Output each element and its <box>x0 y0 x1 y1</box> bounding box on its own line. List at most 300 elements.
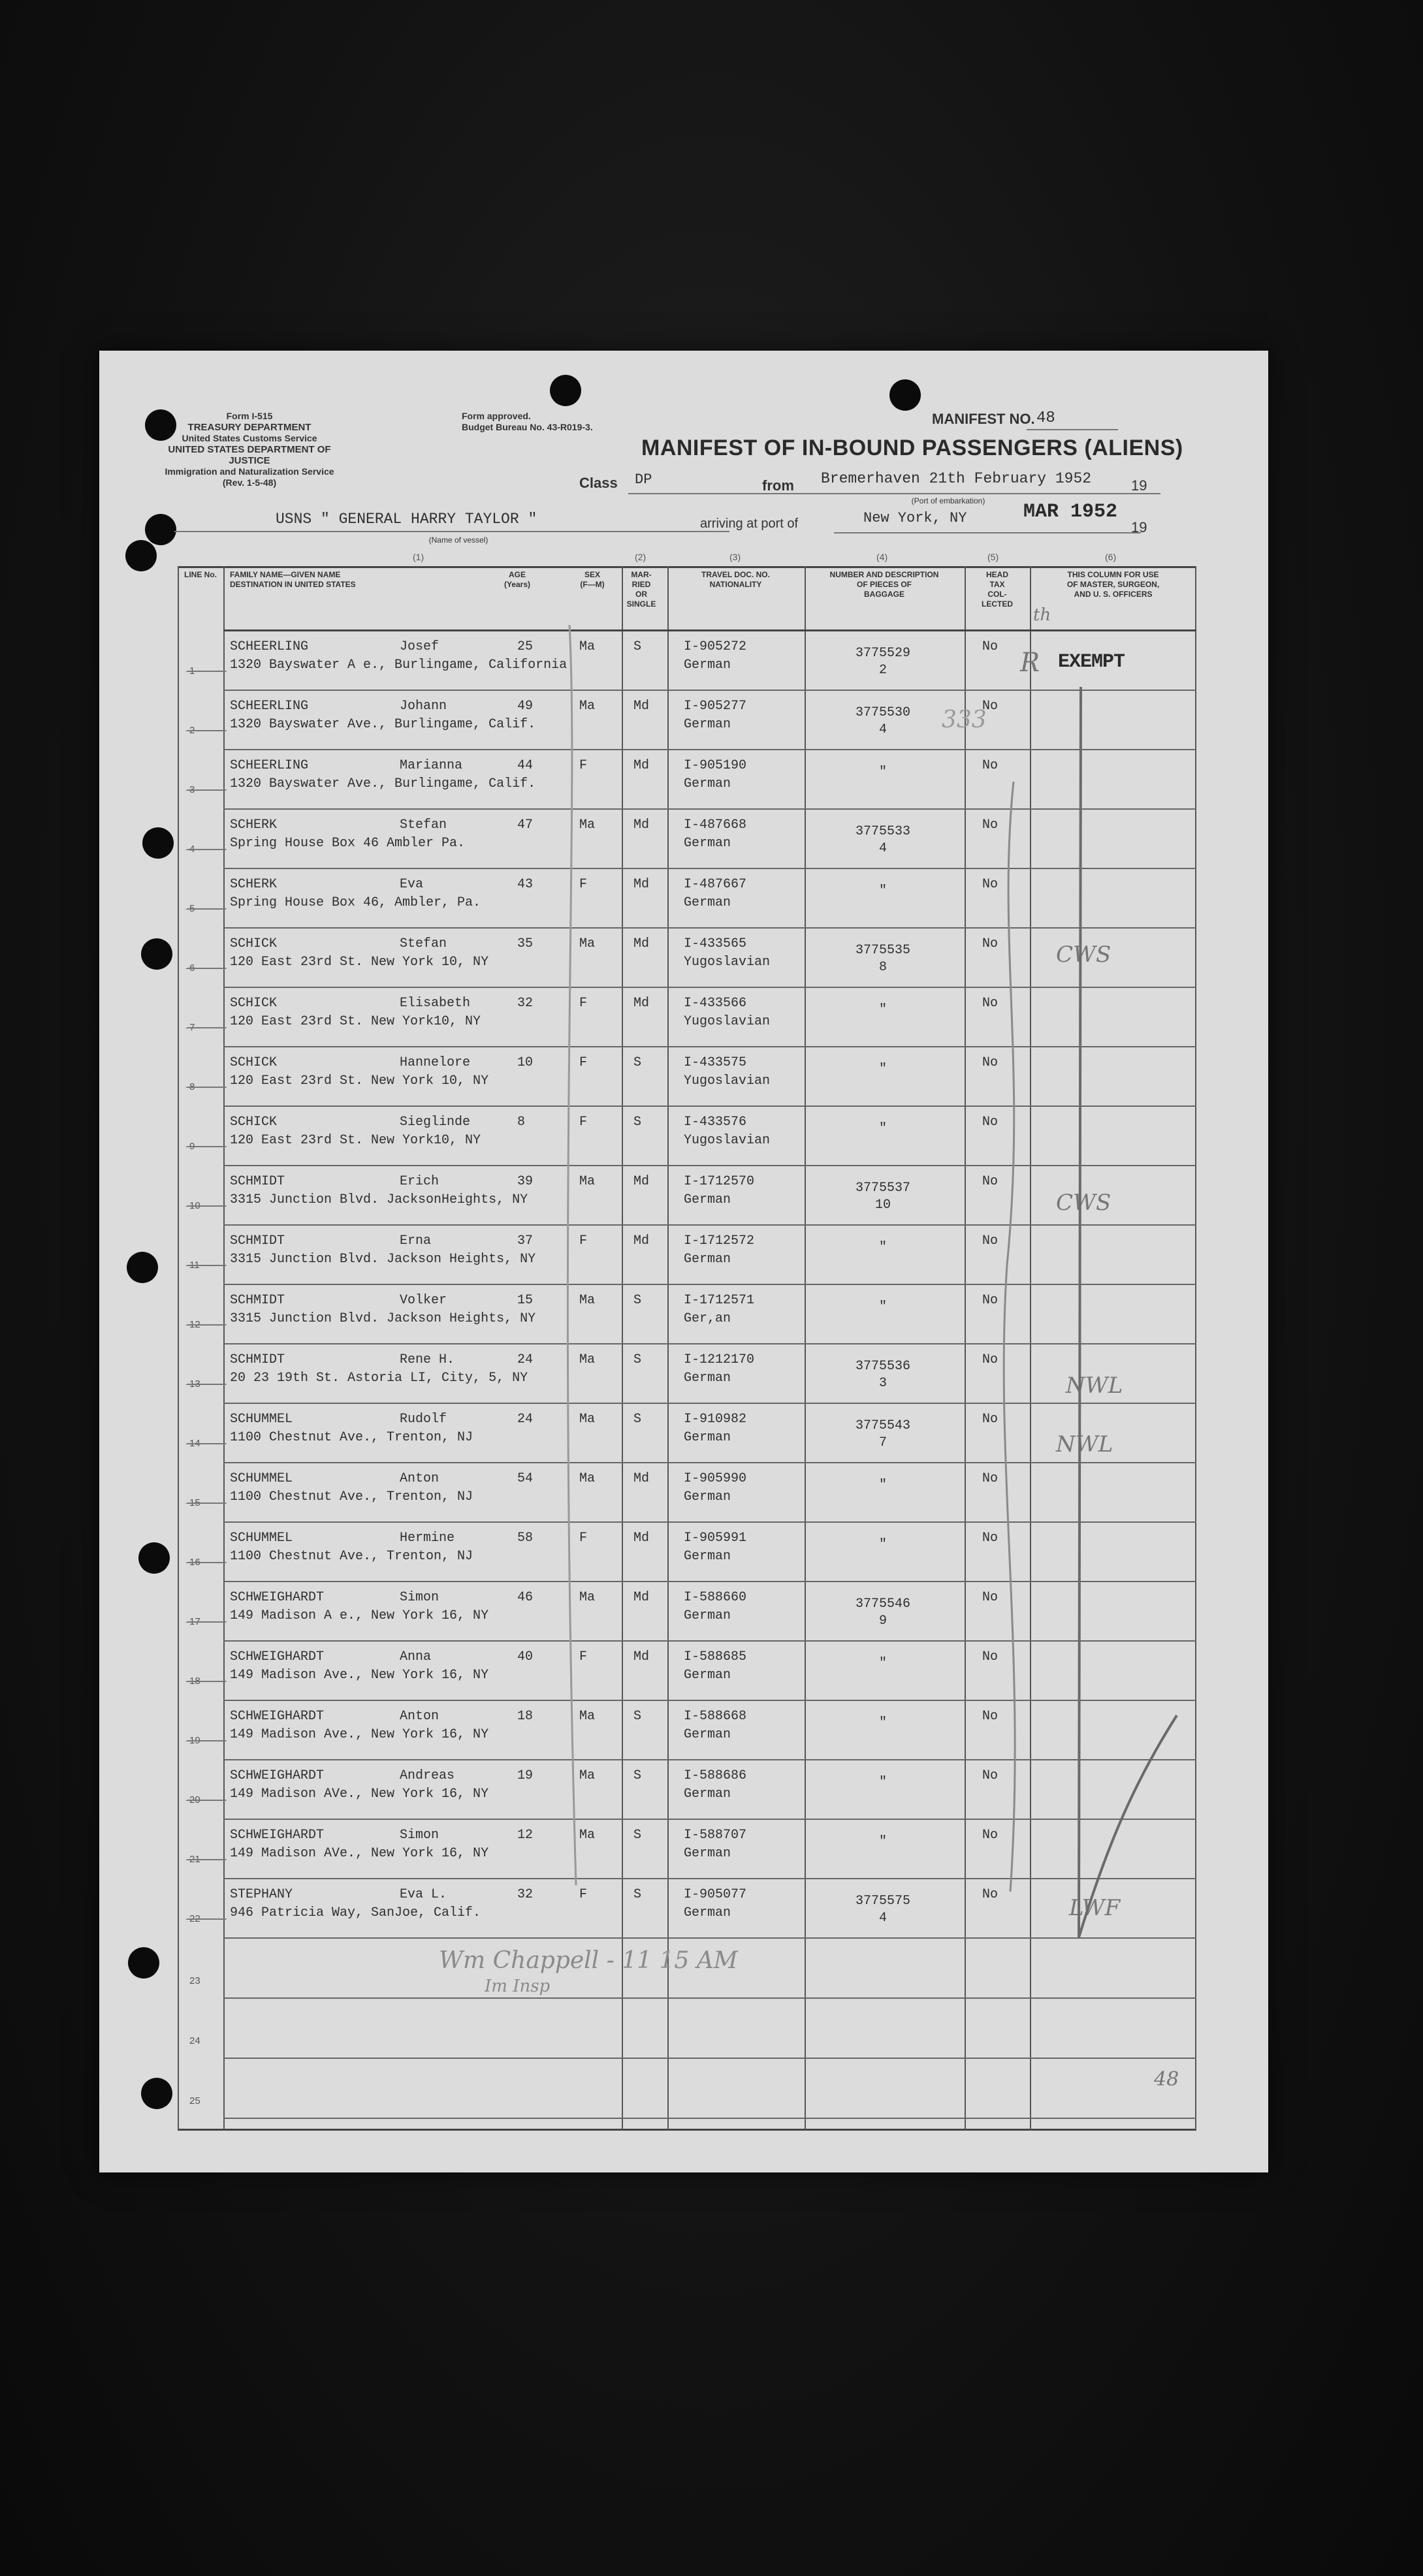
pencil-mark-r: R <box>1020 648 1040 678</box>
destination: 1100 Chestnut Ave., Trenton, NJ <box>230 1489 473 1504</box>
travel-doc-no: I-487668 <box>684 818 747 833</box>
baggage-pieces: 2 <box>878 663 887 678</box>
head-tax: No <box>982 1293 999 1308</box>
given-name: Marianna <box>400 758 463 773</box>
head-tax: No <box>982 818 999 833</box>
sex: F <box>579 758 588 773</box>
head-tax: No <box>982 1768 999 1783</box>
head-tax: No <box>982 936 999 951</box>
budget-bureau: Budget Bureau No. 43-R019-3. <box>462 422 593 432</box>
column-number: (4) <box>876 552 888 562</box>
marital-status: Md <box>633 699 650 714</box>
travel-doc-no: I-588686 <box>684 1768 747 1783</box>
age: 12 <box>517 1828 534 1843</box>
inspector-signature: Wm Chappell - 11 15 AM <box>439 1947 738 1974</box>
marital-status: Md <box>633 1471 650 1486</box>
travel-doc-no: I-905991 <box>684 1531 747 1546</box>
age: 44 <box>517 758 534 773</box>
form-approved: Form approved. <box>462 411 531 421</box>
baggage-number: 3775535 <box>855 943 910 958</box>
age: 35 <box>517 936 534 951</box>
age: 19 <box>517 1768 534 1783</box>
age: 58 <box>517 1531 534 1546</box>
family-name: SCHUMMEL <box>230 1531 293 1546</box>
age: 15 <box>517 1293 534 1308</box>
given-name: Hermine <box>400 1531 455 1546</box>
head-tax: No <box>982 1887 999 1902</box>
pencil-strokes <box>99 351 1268 2172</box>
line-number: 20 <box>189 1794 200 1805</box>
destination: 149 Madison A e., New York 16, NY <box>230 1608 489 1623</box>
destination: 1320 Bayswater Ave., Burlingame, Calif. <box>230 776 536 791</box>
line-number: 21 <box>189 1854 200 1865</box>
column-number: (1) <box>413 552 424 562</box>
head-tax: No <box>982 1233 999 1248</box>
family-name: SCHWEIGHARDT <box>230 1709 325 1724</box>
family-name: SCHEERLING <box>230 699 309 714</box>
age: 8 <box>517 1115 526 1130</box>
from-year-suffix: 19 <box>1131 477 1147 494</box>
nationality: Yugoslavian <box>684 1133 771 1148</box>
arriving-port: New York, NY <box>863 510 967 526</box>
sex: Ma <box>579 1352 596 1367</box>
baggage-number: 3775533 <box>855 824 910 839</box>
given-name: Elisabeth <box>400 996 471 1011</box>
line-number: 23 <box>189 1975 200 1986</box>
column-number: (6) <box>1105 552 1117 562</box>
baggage-number: 3775536 <box>855 1359 910 1374</box>
marital-status: S <box>633 1352 642 1367</box>
family-name: SCHWEIGHARDT <box>230 1828 325 1843</box>
destination: 120 East 23rd St. New York10, NY <box>230 1133 481 1148</box>
travel-doc-no: I-588685 <box>684 1649 747 1664</box>
travel-doc-no: I-588707 <box>684 1828 747 1843</box>
inspector-signature-title: Im Insp <box>485 1977 551 1996</box>
sex: F <box>579 1115 588 1130</box>
line-number: 19 <box>189 1735 200 1746</box>
age: 32 <box>517 1887 534 1902</box>
travel-doc-no: I-487667 <box>684 877 747 892</box>
nationality: German <box>684 895 731 910</box>
marital-status: S <box>633 1293 642 1308</box>
baggage-pieces: 9 <box>878 1614 887 1629</box>
destination: 1100 Chestnut Ave., Trenton, NJ <box>230 1430 473 1445</box>
nationality: German <box>684 836 731 851</box>
line-number: 7 <box>189 1022 195 1033</box>
col-head-age: AGE (Years) <box>504 570 531 589</box>
given-name: Andreas <box>400 1768 455 1783</box>
form-number: Form I-515 <box>226 411 273 421</box>
travel-doc-no: I-905272 <box>684 639 747 654</box>
destination: 20 23 19th St. Astoria LI, City, 5, NY <box>230 1371 528 1386</box>
given-name: Anton <box>400 1709 440 1724</box>
given-name: Josef <box>400 639 440 654</box>
nationality: German <box>684 1371 731 1386</box>
age: 49 <box>517 699 534 714</box>
sex: Ma <box>579 1709 596 1724</box>
baggage-number: 3775575 <box>855 1894 910 1909</box>
class-value: DP <box>635 471 652 488</box>
embarkation-note: (Port of embarkation) <box>911 496 985 505</box>
baggage-number: " <box>878 1062 887 1077</box>
head-tax: No <box>982 1531 999 1546</box>
line-number: 16 <box>189 1557 200 1568</box>
family-name: SCHMIDT <box>230 1233 285 1248</box>
given-name: Anton <box>400 1471 440 1486</box>
line-number: 8 <box>189 1081 195 1092</box>
sex: Ma <box>579 1768 596 1783</box>
head-tax: No <box>982 1412 999 1427</box>
head-tax: No <box>982 996 999 1011</box>
family-name: SCHEERLING <box>230 639 309 654</box>
col-head-baggage: NUMBER AND DESCRIPTION OF PIECES OF BAGGAGE <box>829 570 939 599</box>
travel-doc-no: I-905277 <box>684 699 747 714</box>
given-name: Hannelore <box>400 1055 471 1070</box>
col-head-name: FAMILY NAME—GIVEN NAME DESTINATION IN UNITED STATES <box>230 570 356 589</box>
given-name: Stefan <box>400 818 447 833</box>
exempt-stamp: EXEMPT <box>1058 651 1125 673</box>
line-number: 14 <box>189 1438 200 1449</box>
nationality: Ger,an <box>684 1311 731 1326</box>
baggage-number: 3775543 <box>855 1418 910 1433</box>
travel-doc-no: I-905990 <box>684 1471 747 1486</box>
family-name: SCHEERLING <box>230 758 309 773</box>
family-name: SCHICK <box>230 1115 278 1130</box>
travel-doc-no: I-588660 <box>684 1590 747 1605</box>
baggage-pieces: 10 <box>874 1198 891 1213</box>
line-number: 11 <box>189 1260 200 1271</box>
sex: F <box>579 1233 588 1248</box>
line-number: 25 <box>189 2095 200 2107</box>
age: 24 <box>517 1352 534 1367</box>
marital-status: S <box>633 1709 642 1724</box>
sex: Ma <box>579 1590 596 1605</box>
baggage-pieces: 8 <box>878 960 887 975</box>
baggage-number: " <box>878 765 887 780</box>
given-name: Sieglinde <box>400 1115 471 1130</box>
customs-service: United States Customs Service <box>182 433 317 443</box>
pencil-mark-333: 333 <box>942 707 987 733</box>
from-value: Bremerhaven 21th February 1952 <box>821 470 1092 487</box>
line-number: 13 <box>189 1378 200 1390</box>
head-tax: No <box>982 877 999 892</box>
destination: 149 Madison Ave., New York 16, NY <box>230 1668 489 1683</box>
sex: F <box>579 1887 588 1902</box>
column-number: (5) <box>987 552 999 562</box>
travel-doc-no: I-433565 <box>684 936 747 951</box>
marital-status: Md <box>633 758 650 773</box>
family-name: SCHICK <box>230 936 278 951</box>
pencil-wavy-stroke <box>568 625 576 1885</box>
nationality: German <box>684 717 731 732</box>
marital-status: Md <box>633 818 650 833</box>
sex: Ma <box>579 936 596 951</box>
marital-status: S <box>633 1115 642 1130</box>
baggage-number: " <box>878 1240 887 1255</box>
destination: 3315 Junction Blvd. Jackson Heights, NY <box>230 1311 536 1326</box>
sex: Ma <box>579 699 596 714</box>
marital-status: S <box>633 639 642 654</box>
travel-doc-no: I-433575 <box>684 1055 747 1070</box>
baggage-pieces: 4 <box>878 1911 887 1926</box>
pencil-mark-cws: CWS <box>1056 1190 1111 1216</box>
baggage-number: " <box>878 1478 887 1493</box>
line-number: 1 <box>189 665 195 676</box>
family-name: SCHMIDT <box>230 1293 285 1308</box>
marital-status: Md <box>633 936 650 951</box>
col-head-head-tax: HEAD TAX COL- LECTED <box>982 570 1013 609</box>
family-name: SCHWEIGHARDT <box>230 1590 325 1605</box>
head-tax: No <box>982 1828 999 1843</box>
manifest-title: MANIFEST OF IN-BOUND PASSENGERS (ALIENS) <box>641 436 1183 460</box>
baggage-pieces: 4 <box>878 841 887 856</box>
nationality: German <box>684 776 731 791</box>
marital-status: Md <box>633 1590 650 1605</box>
arriving-label: arriving at port of <box>700 517 799 531</box>
pencil-mark-nwl: NWL <box>1056 1431 1113 1457</box>
travel-doc-no: I-905190 <box>684 758 747 773</box>
head-tax: No <box>982 1649 999 1664</box>
family-name: SCHERK <box>230 818 278 833</box>
baggage-number: " <box>878 1656 887 1671</box>
destination: 120 East 23rd St. New York 10, NY <box>230 955 489 970</box>
ins-service: Immigration and Naturalization Service <box>165 466 334 477</box>
destination: 1320 Bayswater Ave., Burlingame, Calif. <box>230 717 536 732</box>
nationality: German <box>684 1489 731 1504</box>
family-name: STEPHANY <box>230 1887 293 1902</box>
justice-dept: UNITED STATES DEPARTMENT OF JUSTICE <box>168 444 331 466</box>
destination: 3315 Junction Blvd. Jackson Heights, NY <box>230 1252 536 1267</box>
given-name: Johann <box>400 699 447 714</box>
marital-status: S <box>633 1768 642 1783</box>
destination: 1320 Bayswater A e., Burlingame, California <box>230 658 568 673</box>
travel-doc-no: I-1712571 <box>684 1293 755 1308</box>
given-name: Rene H. <box>400 1352 455 1367</box>
age: 40 <box>517 1649 534 1664</box>
family-name: SCHERK <box>230 877 278 892</box>
col-head-officers: THIS COLUMN FOR USE OF MASTER, SURGEON, AND U. S. OFFICERS <box>1066 570 1160 599</box>
marital-status: S <box>633 1412 642 1427</box>
baggage-number: 3775530 <box>855 705 910 720</box>
sex: Ma <box>579 1471 596 1486</box>
line-number: 15 <box>189 1497 200 1508</box>
given-name: Volker <box>400 1293 447 1308</box>
family-name: SCHUMMEL <box>230 1471 293 1486</box>
pencil-wavy-stroke <box>1004 782 1015 1892</box>
nationality: German <box>684 1668 731 1683</box>
line-number: 2 <box>189 725 195 736</box>
destination: Spring House Box 46 Ambler Pa. <box>230 836 466 851</box>
age: 10 <box>517 1055 534 1070</box>
sex: F <box>579 1649 588 1664</box>
sex: F <box>579 1531 588 1546</box>
nationality: German <box>684 658 731 673</box>
baggage-pieces: 4 <box>878 722 887 737</box>
line-number: 9 <box>189 1141 195 1152</box>
pencil-mark-lwf: LWF <box>1069 1895 1121 1921</box>
col-head-travel-doc: TRAVEL DOC. NO. NATIONALITY <box>701 570 770 589</box>
nationality: German <box>684 1192 731 1207</box>
vessel-note: (Name of vessel) <box>428 535 488 545</box>
baggage-number: 3775537 <box>855 1181 910 1196</box>
head-tax: No <box>982 1055 999 1070</box>
sex: F <box>579 877 588 892</box>
pencil-mark-th: th <box>1033 605 1051 625</box>
marital-status: S <box>633 1055 642 1070</box>
head-tax: No <box>982 699 999 714</box>
family-name: SCHMIDT <box>230 1174 285 1189</box>
line-number: 17 <box>189 1616 200 1627</box>
manifest-number-label: MANIFEST NO. <box>932 411 1035 427</box>
nationality: German <box>684 1905 731 1920</box>
head-tax: No <box>982 1352 999 1367</box>
nationality: German <box>684 1430 731 1445</box>
baggage-number: " <box>878 1834 887 1849</box>
baggage-number: " <box>878 1715 887 1730</box>
line-number: 3 <box>189 784 195 795</box>
age: 43 <box>517 877 534 892</box>
nationality: German <box>684 1252 731 1267</box>
age: 25 <box>517 639 534 654</box>
given-name: Eva L. <box>400 1887 447 1902</box>
marital-status: Md <box>633 1649 650 1664</box>
marital-status: Md <box>633 877 650 892</box>
form-revision: (Rev. 1-5-48) <box>222 477 277 488</box>
baggage-number: 3775546 <box>855 1597 910 1612</box>
age: 54 <box>517 1471 534 1486</box>
nationality: Yugoslavian <box>684 1014 771 1029</box>
age: 24 <box>517 1412 534 1427</box>
given-name: Simon <box>400 1590 440 1605</box>
destination: 946 Patricia Way, SanJoe, Calif. <box>230 1905 481 1920</box>
travel-doc-no: I-433566 <box>684 996 747 1011</box>
pencil-mark-cws: CWS <box>1056 942 1111 968</box>
head-tax: No <box>982 1174 999 1189</box>
pencil-mark-corner: 48 <box>1154 2068 1179 2091</box>
line-number: 10 <box>189 1200 200 1211</box>
baggage-number: " <box>878 1775 887 1790</box>
manifest-number-value: 48 <box>1036 409 1055 427</box>
age: 37 <box>517 1233 534 1248</box>
destination: 1100 Chestnut Ave., Trenton, NJ <box>230 1549 473 1564</box>
sex: F <box>579 1055 588 1070</box>
pencil-mark-nwl: NWL <box>1066 1373 1123 1399</box>
age: 18 <box>517 1709 534 1724</box>
destination: 149 Madison AVe., New York 16, NY <box>230 1846 489 1861</box>
baggage-pieces: 7 <box>878 1435 887 1450</box>
given-name: Erna <box>400 1233 432 1248</box>
arrival-year-suffix: 19 <box>1131 519 1147 535</box>
col-head-married: MAR- RIED OR SINGLE <box>626 570 656 609</box>
arrival-date-stamp: MAR 1952 <box>1023 501 1118 523</box>
baggage-number: " <box>878 1121 887 1136</box>
marital-status: S <box>633 1887 642 1902</box>
vessel-name: USNS " GENERAL HARRY TAYLOR " <box>276 511 537 528</box>
marital-status: S <box>633 1828 642 1843</box>
sex: Ma <box>579 1412 596 1427</box>
head-tax: No <box>982 1709 999 1724</box>
age: 39 <box>517 1174 534 1189</box>
baggage-number: " <box>878 1537 887 1552</box>
class-label: Class <box>579 475 618 491</box>
col-head-sex: SEX (F—M) <box>580 570 605 589</box>
nationality: Yugoslavian <box>684 1073 771 1089</box>
head-tax: No <box>982 1590 999 1605</box>
marital-status: Md <box>633 1233 650 1248</box>
pencil-diagonal-stroke <box>1079 1715 1177 1937</box>
family-name: SCHUMMEL <box>230 1412 293 1427</box>
travel-doc-no: I-1212170 <box>684 1352 755 1367</box>
given-name: Eva <box>400 877 424 892</box>
treasury-dept: TREASURY DEPARTMENT <box>187 422 312 433</box>
nationality: German <box>684 1846 731 1861</box>
baggage-number: 3775529 <box>855 646 910 661</box>
col-head-line: LINE No. <box>184 570 217 579</box>
given-name: Erich <box>400 1174 440 1189</box>
baggage-pieces: 3 <box>878 1376 887 1391</box>
nationality: German <box>684 1727 731 1742</box>
nationality: Yugoslavian <box>684 955 771 970</box>
sex: Ma <box>579 818 596 833</box>
manifest-sheet <box>99 351 1268 2172</box>
line-number: 24 <box>189 2035 200 2046</box>
age: 46 <box>517 1590 534 1605</box>
line-number: 5 <box>189 903 195 914</box>
family-name: SCHICK <box>230 996 278 1011</box>
line-number: 4 <box>189 844 195 855</box>
baggage-number: " <box>878 1002 887 1017</box>
line-number: 18 <box>189 1676 200 1687</box>
sex: Ma <box>579 1293 596 1308</box>
destination: 149 Madison Ave., New York 16, NY <box>230 1727 489 1742</box>
destination: Spring House Box 46, Ambler, Pa. <box>230 895 481 910</box>
sex: Ma <box>579 639 596 654</box>
given-name: Simon <box>400 1828 440 1843</box>
sex: F <box>579 996 588 1011</box>
from-label: from <box>762 477 794 494</box>
family-name: SCHWEIGHARDT <box>230 1649 325 1664</box>
travel-doc-no: I-910982 <box>684 1412 747 1427</box>
nationality: German <box>684 1787 731 1802</box>
travel-doc-no: I-1712572 <box>684 1233 755 1248</box>
destination: 120 East 23rd St. New York10, NY <box>230 1014 481 1029</box>
marital-status: Md <box>633 1531 650 1546</box>
travel-doc-no: I-433576 <box>684 1115 747 1130</box>
nationality: German <box>684 1608 731 1623</box>
given-name: Rudolf <box>400 1412 447 1427</box>
head-tax: No <box>982 639 999 654</box>
destination: 120 East 23rd St. New York 10, NY <box>230 1073 489 1089</box>
column-number: (3) <box>729 552 741 562</box>
destination: 3315 Junction Blvd. JacksonHeights, NY <box>230 1192 528 1207</box>
nationality: German <box>684 1549 731 1564</box>
line-number: 6 <box>189 962 195 974</box>
family-name: SCHWEIGHARDT <box>230 1768 325 1783</box>
sex: Ma <box>579 1828 596 1843</box>
head-tax: No <box>982 1471 999 1486</box>
given-name: Stefan <box>400 936 447 951</box>
destination: 149 Madison AVe., New York 16, NY <box>230 1787 489 1802</box>
marital-status: Md <box>633 1174 650 1189</box>
line-number: 22 <box>189 1913 200 1924</box>
baggage-number: " <box>878 1299 887 1314</box>
age: 47 <box>517 818 534 833</box>
age: 32 <box>517 996 534 1011</box>
line-number: 12 <box>189 1319 200 1330</box>
travel-doc-no: I-588668 <box>684 1709 747 1724</box>
pencil-vertical-stroke <box>1078 687 1081 1937</box>
family-name: SCHICK <box>230 1055 278 1070</box>
